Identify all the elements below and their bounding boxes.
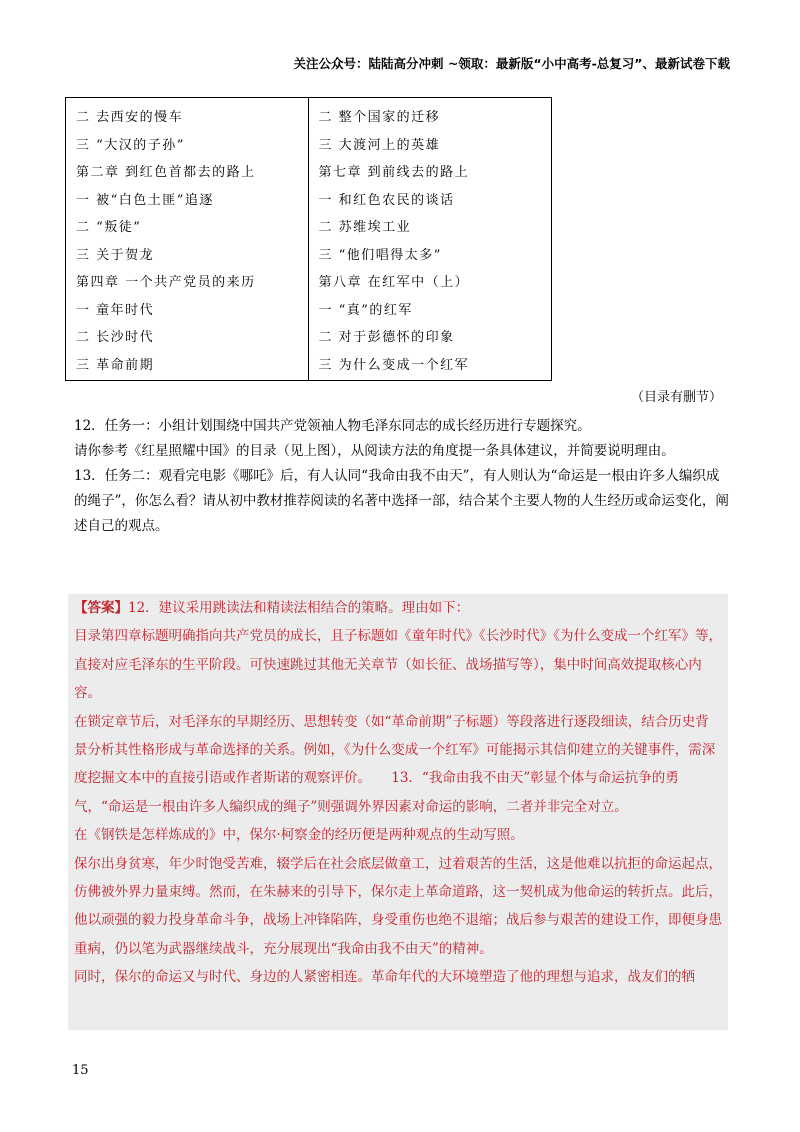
- toc-left-column: [66, 98, 309, 380]
- answer-para-2: 目录第四章标题明确指向共产党员的成长，且子标题如《童年时代》《长沙时代》《为什么变成一个红军》等，直接对应毛泽东的生平阶段。可快速跳过其他无关章节（如长征、战场描写等），集中时间高效提取核心内容。: [74, 628, 722, 702]
- question-12-line2: 请你参考《红星照耀中国》的目录（见上图），从阅读方法的角度提一条具体建议，并简要说明理由。: [74, 443, 675, 459]
- toc-entry: 第七章 到前线去的路上: [318, 165, 470, 180]
- toc-entry: 二 “叛徒”: [76, 220, 142, 235]
- toc-entry: 三 “大汉的子孙”: [76, 137, 185, 153]
- toc-entry: 三 “他们唱得太多”: [318, 247, 442, 263]
- toc-entry: 二 去西安的慢车: [76, 110, 184, 125]
- toc-entry: 三 大渡河上的英雄: [318, 137, 441, 153]
- toc-table: [65, 97, 552, 381]
- toc-entry: 第八章 在红军中（上）: [318, 275, 470, 290]
- page-number: 15: [72, 1063, 89, 1078]
- toc-entry: 一 和红色农民的谈话: [318, 192, 455, 208]
- toc-entry: 第二章 到红色首都去的路上: [76, 165, 256, 180]
- answer-para-4: 在《钢铁是怎样炼成的》中，保尔·柯察金的经历便是两种观点的生动写照。: [74, 827, 524, 844]
- answer-box: [68, 594, 728, 1030]
- toc-entry: 二 长沙时代: [76, 330, 155, 345]
- toc-entry: 二 对于彭德怀的印象: [318, 330, 455, 345]
- toc-entry: 三 为什么变成一个红军: [318, 357, 470, 373]
- answer-text: 12．建议采用跳读法和精读法相结合的策略。理由如下：: [128, 600, 470, 616]
- toc-entry: 一 童年时代: [76, 302, 155, 318]
- toc-entry: 第四章 一个共产党员的来历: [76, 275, 256, 290]
- answer-para-1: [74, 594, 722, 622]
- toc-entry: 二 苏维埃工业: [318, 220, 412, 235]
- toc-entry: 三 革命前期: [76, 357, 155, 373]
- answer-para-3: 在锁定章节后，对毛泽东的早期经历、思想转变（如“革命前期”子标题）等段落进行逐段细读，结合历史背景分析其性格形成与革命选择的关系。例如，《为什么变成一个红军》可能揭示其信仰建立的关键事件，需深度挖掘文本中的直接引语或作者斯诺的观察评价。 13．“我命由我不由天”彰显个体与命运抗争的勇气，“命运是一根由许多人编织成的绳子”则强调外界因素对命运的影响，二者并非完全对立。: [74, 713, 716, 815]
- toc-entry: 一 “真”的红军: [318, 302, 413, 318]
- toc-note: （目录有删节）: [630, 390, 722, 405]
- answer-para-5: 保尔出身贫寒，年少时饱受苦难，辍学后在社会底层做童工，过着艰苦的生活，这是他难以抗拒的命运起点，仿佛被外界力量束缚。然而，在朱赫来的引导下，保尔走上革命道路，这一契机成为他命运的转折点。此后，他以顽强的毅力投身革命斗争，战场上冲锋陷阵，身受重伤也绝不退缩；战后参与艰苦的建设工作，即便身患重病，仍以笔为武器继续战斗，充分展现出“我命由我不由天”的精神。: [74, 855, 722, 957]
- toc-entry: 二 整个国家的迁移: [318, 110, 441, 125]
- toc-entry: 三 关于贺龙: [76, 247, 155, 263]
- answer-tag: 【答案】: [74, 600, 128, 616]
- toc-right-column: [309, 98, 552, 380]
- questions: [74, 414, 730, 539]
- page-header: 关注公众号：陆陆高分冲刺 ~领取：最新版“小中高考-总复习”、最新试卷下载: [293, 56, 730, 71]
- answer-para-6: 同时，保尔的命运又与时代、身边的人紧密相连。革命年代的大环境塑造了他的理想与追求，战友们的牺: [74, 969, 695, 986]
- toc-entry: 一 被“白色土匪”追逐: [76, 192, 214, 208]
- question-13: 13．任务二：观看完电影《哪吒》后，有人认同“我命由我不由天”，有人则认为“命运是一根由许多人编织成的绳子”，你怎么看？请从初中教材推荐阅读的名著中选择一部，结合某个主要人物的人生经历或命运变化，阐述自己的观点。: [74, 468, 729, 534]
- question-12-line1: 12．任务一：小组计划围绕中国共产党领袖人物毛泽东同志的成长经历进行专题探究。: [74, 418, 591, 434]
